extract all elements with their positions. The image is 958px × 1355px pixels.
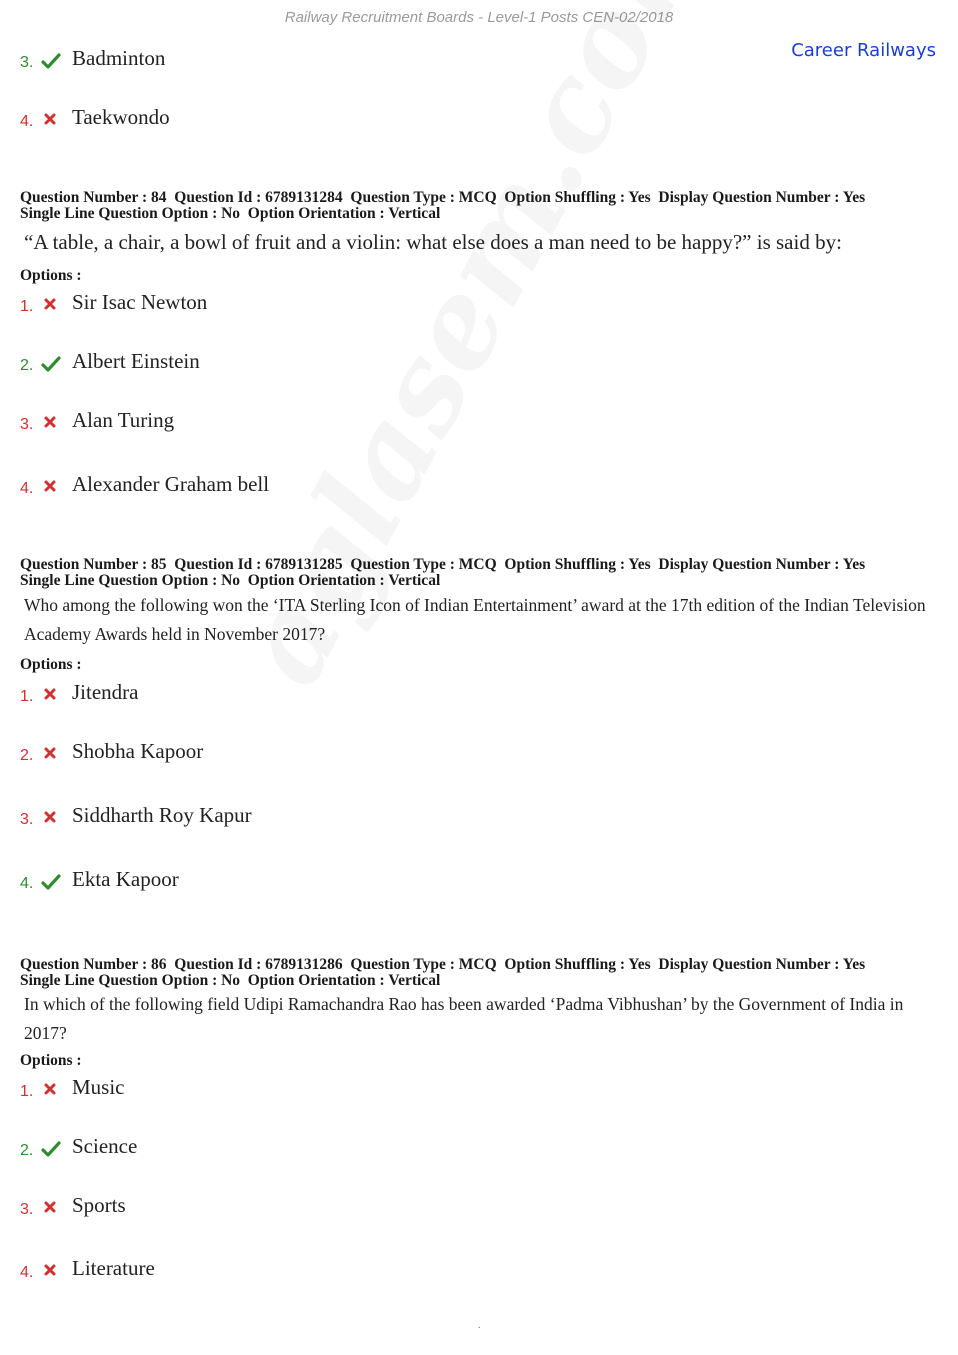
options-label: Options : xyxy=(20,1052,82,1069)
cross-icon xyxy=(41,1082,61,1098)
option-number: 3. xyxy=(20,811,34,828)
option-number: 4. xyxy=(20,113,34,130)
option-number: 1. xyxy=(20,688,34,705)
option-text: Alan Turing xyxy=(72,408,175,432)
option-text: Alexander Graham bell xyxy=(72,472,270,496)
option-text: Taekwondo xyxy=(72,105,170,129)
option-text: Sports xyxy=(72,1193,126,1217)
option-number: 3. xyxy=(20,416,34,433)
option-text: Jitendra xyxy=(72,680,139,704)
footer-mark: . xyxy=(478,1320,481,1331)
check-icon xyxy=(41,1141,61,1157)
cross-icon xyxy=(41,687,61,703)
question-meta-line2: Single Line Question Option : No Option Orientation : Vertical xyxy=(20,572,441,589)
brand-label: Career Railways xyxy=(791,40,936,61)
question-text: Who among the following won the ‘ITA Sterling Icon of Indian Entertainment’ award at the 17th edition of the Indian Television Academy Awards held in November 2017? xyxy=(24,595,926,644)
cross-icon xyxy=(41,810,61,826)
option-number: 2. xyxy=(20,357,34,374)
option-number: 4. xyxy=(20,875,34,892)
option-number: 3. xyxy=(20,54,34,71)
question-text: “A table, a chair, a bowl of fruit and a violin: what else does a man need to be happy?” is said by: xyxy=(24,230,842,254)
check-icon xyxy=(41,874,61,890)
check-icon xyxy=(41,53,61,69)
cross-icon xyxy=(41,746,61,762)
option-text: Sir Isac Newton xyxy=(72,290,208,314)
question-text: In which of the following field Udipi Ramachandra Rao has been awarded ‘Padma Vibhushan’ by the Government of India in 2017? xyxy=(24,994,904,1043)
question-meta-line1: Question Number : 84 Question Id : 6789131284 Question Type : MCQ Option Shuffling : Yes Display Question Number : Yes xyxy=(20,189,866,206)
option-number: 1. xyxy=(20,298,34,315)
check-icon xyxy=(41,356,61,372)
option-text: Science xyxy=(72,1134,138,1158)
option-text: Albert Einstein xyxy=(72,349,200,373)
options-label: Options : xyxy=(20,656,82,673)
cross-icon xyxy=(41,1263,61,1279)
option-text: Ekta Kapoor xyxy=(72,867,179,891)
cross-icon xyxy=(41,112,61,128)
option-number: 4. xyxy=(20,1264,34,1281)
question-meta-line1: Question Number : 85 Question Id : 6789131285 Question Type : MCQ Option Shuffling : Yes Display Question Number : Yes xyxy=(20,556,866,573)
cross-icon xyxy=(41,415,61,431)
option-number: 2. xyxy=(20,1142,34,1159)
cross-icon xyxy=(41,297,61,313)
question-meta-line2: Single Line Question Option : No Option Orientation : Vertical xyxy=(20,205,441,222)
options-label: Options : xyxy=(20,267,82,284)
question-meta-line1: Question Number : 86 Question Id : 6789131286 Question Type : MCQ Option Shuffling : Yes Display Question Number : Yes xyxy=(20,956,866,973)
option-number: 4. xyxy=(20,480,34,497)
option-text: Music xyxy=(72,1075,125,1099)
option-number: 1. xyxy=(20,1083,34,1100)
page-header: Railway Recruitment Boards - Level-1 Posts CEN-02/2018 xyxy=(284,9,674,26)
option-text: Siddharth Roy Kapur xyxy=(72,803,252,827)
option-number: 3. xyxy=(20,1201,34,1218)
option-text: Badminton xyxy=(72,46,166,70)
cross-icon xyxy=(41,1200,61,1216)
option-text: Literature xyxy=(72,1256,155,1280)
option-number: 2. xyxy=(20,747,34,764)
option-text: Shobha Kapoor xyxy=(72,739,204,763)
cross-icon xyxy=(41,479,61,495)
question-meta-line2: Single Line Question Option : No Option Orientation : Vertical xyxy=(20,972,441,989)
